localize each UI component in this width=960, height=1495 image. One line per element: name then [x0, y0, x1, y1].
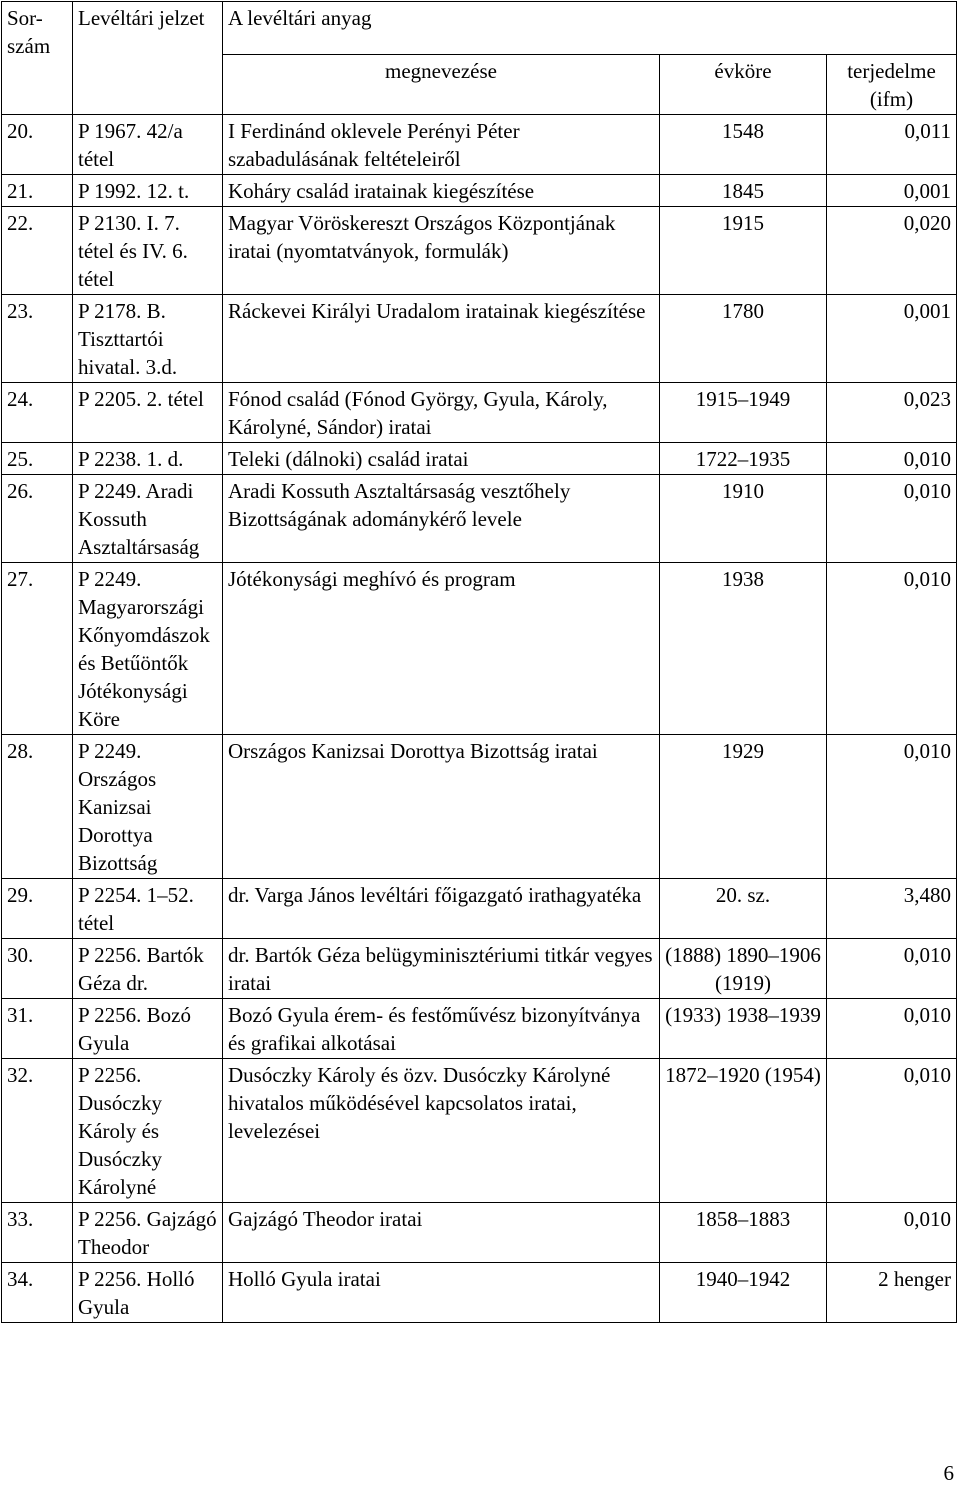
table-row	[2, 175, 957, 207]
row-terjedelem: 0,010	[827, 475, 957, 563]
row-jelzet: P 1967. 42/a tétel	[73, 115, 223, 175]
table-row	[2, 295, 957, 383]
header-terjedelme: terjedelme (ifm)	[827, 55, 957, 115]
table-row	[2, 115, 957, 175]
table-row	[2, 735, 957, 879]
row-megnevezes: Holló Gyula iratai	[223, 1263, 660, 1323]
table-row	[2, 383, 957, 443]
row-megnevezes: Aradi Kossuth Asztaltársaság vesztőhely Bizottságának adománykérő levele	[223, 475, 660, 563]
row-number: 28.	[2, 735, 73, 879]
row-jelzet: P 2249. Magyarországi Kőnyomdászok és Betűöntők Jótékonysági Köre	[73, 563, 223, 735]
row-evkor: 1548	[660, 115, 827, 175]
row-terjedelem: 0,010	[827, 1059, 957, 1203]
row-terjedelem: 0,010	[827, 939, 957, 999]
row-evkor: 1915–1949	[660, 383, 827, 443]
row-number: 21.	[2, 175, 73, 207]
row-evkor: (1888) 1890–1906 (1919)	[660, 939, 827, 999]
row-megnevezes: dr. Bartók Géza belügyminisztériumi titkár vegyes iratai	[223, 939, 660, 999]
row-jelzet: P 2238. 1. d.	[73, 443, 223, 475]
row-number: 20.	[2, 115, 73, 175]
row-jelzet: P 2256. Gajzágó Theodor	[73, 1203, 223, 1263]
row-megnevezes: Dusóczky Károly és özv. Dusóczky Károlyné hivatalos működésével kapcsolatos iratai, levelezései	[223, 1059, 660, 1203]
row-number: 34.	[2, 1263, 73, 1323]
row-number: 24.	[2, 383, 73, 443]
header-anyag-group: A levéltári anyag	[223, 2, 957, 55]
table-row	[2, 1203, 957, 1263]
table-row	[2, 1059, 957, 1203]
table-body	[2, 115, 957, 1323]
row-evkor: 1929	[660, 735, 827, 879]
table-header	[2, 2, 957, 115]
row-megnevezes: I Ferdinánd oklevele Perényi Péter szabadulásának feltételeiről	[223, 115, 660, 175]
row-evkor: 1940–1942	[660, 1263, 827, 1323]
header-jelzet: Levéltári jelzet	[73, 2, 223, 115]
row-number: 22.	[2, 207, 73, 295]
row-megnevezes: Jótékonysági meghívó és program	[223, 563, 660, 735]
row-jelzet: P 2178. B. Tiszttartói hivatal. 3.d.	[73, 295, 223, 383]
row-evkor: 1915	[660, 207, 827, 295]
row-number: 31.	[2, 999, 73, 1059]
row-number: 27.	[2, 563, 73, 735]
row-evkor: 1872–1920 (1954)	[660, 1059, 827, 1203]
row-jelzet: P 2130. I. 7. tétel és IV. 6. tétel	[73, 207, 223, 295]
row-megnevezes: Magyar Vöröskereszt Országos Központjának iratai (nyomtatványok, formulák)	[223, 207, 660, 295]
table-row	[2, 879, 957, 939]
row-evkor: (1933) 1938–1939	[660, 999, 827, 1059]
row-terjedelem: 0,010	[827, 443, 957, 475]
row-terjedelem: 3,480	[827, 879, 957, 939]
row-terjedelem: 0,001	[827, 295, 957, 383]
table-row	[2, 443, 957, 475]
row-jelzet: P 1992. 12. t.	[73, 175, 223, 207]
row-terjedelem: 2 henger	[827, 1263, 957, 1323]
row-jelzet: P 2256. Bartók Géza dr.	[73, 939, 223, 999]
row-number: 30.	[2, 939, 73, 999]
row-evkor: 1938	[660, 563, 827, 735]
row-jelzet: P 2249. Aradi Kossuth Asztaltársaság	[73, 475, 223, 563]
header-evkore: évköre	[660, 55, 827, 115]
row-jelzet: P 2249. Országos Kanizsai Dorottya Bizottság	[73, 735, 223, 879]
row-jelzet: P 2256. Holló Gyula	[73, 1263, 223, 1323]
row-number: 23.	[2, 295, 73, 383]
row-number: 26.	[2, 475, 73, 563]
row-jelzet: P 2256. Bozó Gyula	[73, 999, 223, 1059]
row-evkor: 1845	[660, 175, 827, 207]
row-evkor: 20. sz.	[660, 879, 827, 939]
row-number: 33.	[2, 1203, 73, 1263]
table-row	[2, 939, 957, 999]
header-sorszam: Sor-szám	[2, 2, 73, 115]
row-terjedelem: 0,010	[827, 735, 957, 879]
row-evkor: 1858–1883	[660, 1203, 827, 1263]
row-evkor: 1780	[660, 295, 827, 383]
table-row	[2, 475, 957, 563]
row-evkor: 1910	[660, 475, 827, 563]
row-terjedelem: 0,010	[827, 1203, 957, 1263]
row-number: 25.	[2, 443, 73, 475]
row-megnevezes: Ráckevei Királyi Uradalom iratainak kiegészítése	[223, 295, 660, 383]
row-terjedelem: 0,010	[827, 999, 957, 1059]
row-jelzet: P 2256. Dusóczky Károly és Dusóczky Károlyné	[73, 1059, 223, 1203]
row-jelzet: P 2205. 2. tétel	[73, 383, 223, 443]
row-terjedelem: 0,011	[827, 115, 957, 175]
row-jelzet: P 2254. 1–52. tétel	[73, 879, 223, 939]
archive-table	[1, 1, 957, 1323]
table-row	[2, 563, 957, 735]
row-megnevezes: Fónod család (Fónod György, Gyula, Károly, Károlyné, Sándor) iratai	[223, 383, 660, 443]
header-megnevezese: megnevezése	[223, 55, 660, 115]
row-megnevezes: Teleki (dálnoki) család iratai	[223, 443, 660, 475]
row-megnevezes: dr. Varga János levéltári főigazgató irathagyatéka	[223, 879, 660, 939]
row-terjedelem: 0,010	[827, 563, 957, 735]
page-number: 6	[943, 1461, 954, 1485]
row-megnevezes: Országos Kanizsai Dorottya Bizottság iratai	[223, 735, 660, 879]
row-terjedelem: 0,020	[827, 207, 957, 295]
table-row	[2, 207, 957, 295]
row-megnevezes: Bozó Gyula érem- és festőművész bizonyítványa és grafikai alkotásai	[223, 999, 660, 1059]
table-row	[2, 1263, 957, 1323]
row-evkor: 1722–1935	[660, 443, 827, 475]
table-row	[2, 999, 957, 1059]
row-megnevezes: Koháry család iratainak kiegészítése	[223, 175, 660, 207]
row-megnevezes: Gajzágó Theodor iratai	[223, 1203, 660, 1263]
row-number: 32.	[2, 1059, 73, 1203]
row-terjedelem: 0,023	[827, 383, 957, 443]
row-terjedelem: 0,001	[827, 175, 957, 207]
row-number: 29.	[2, 879, 73, 939]
